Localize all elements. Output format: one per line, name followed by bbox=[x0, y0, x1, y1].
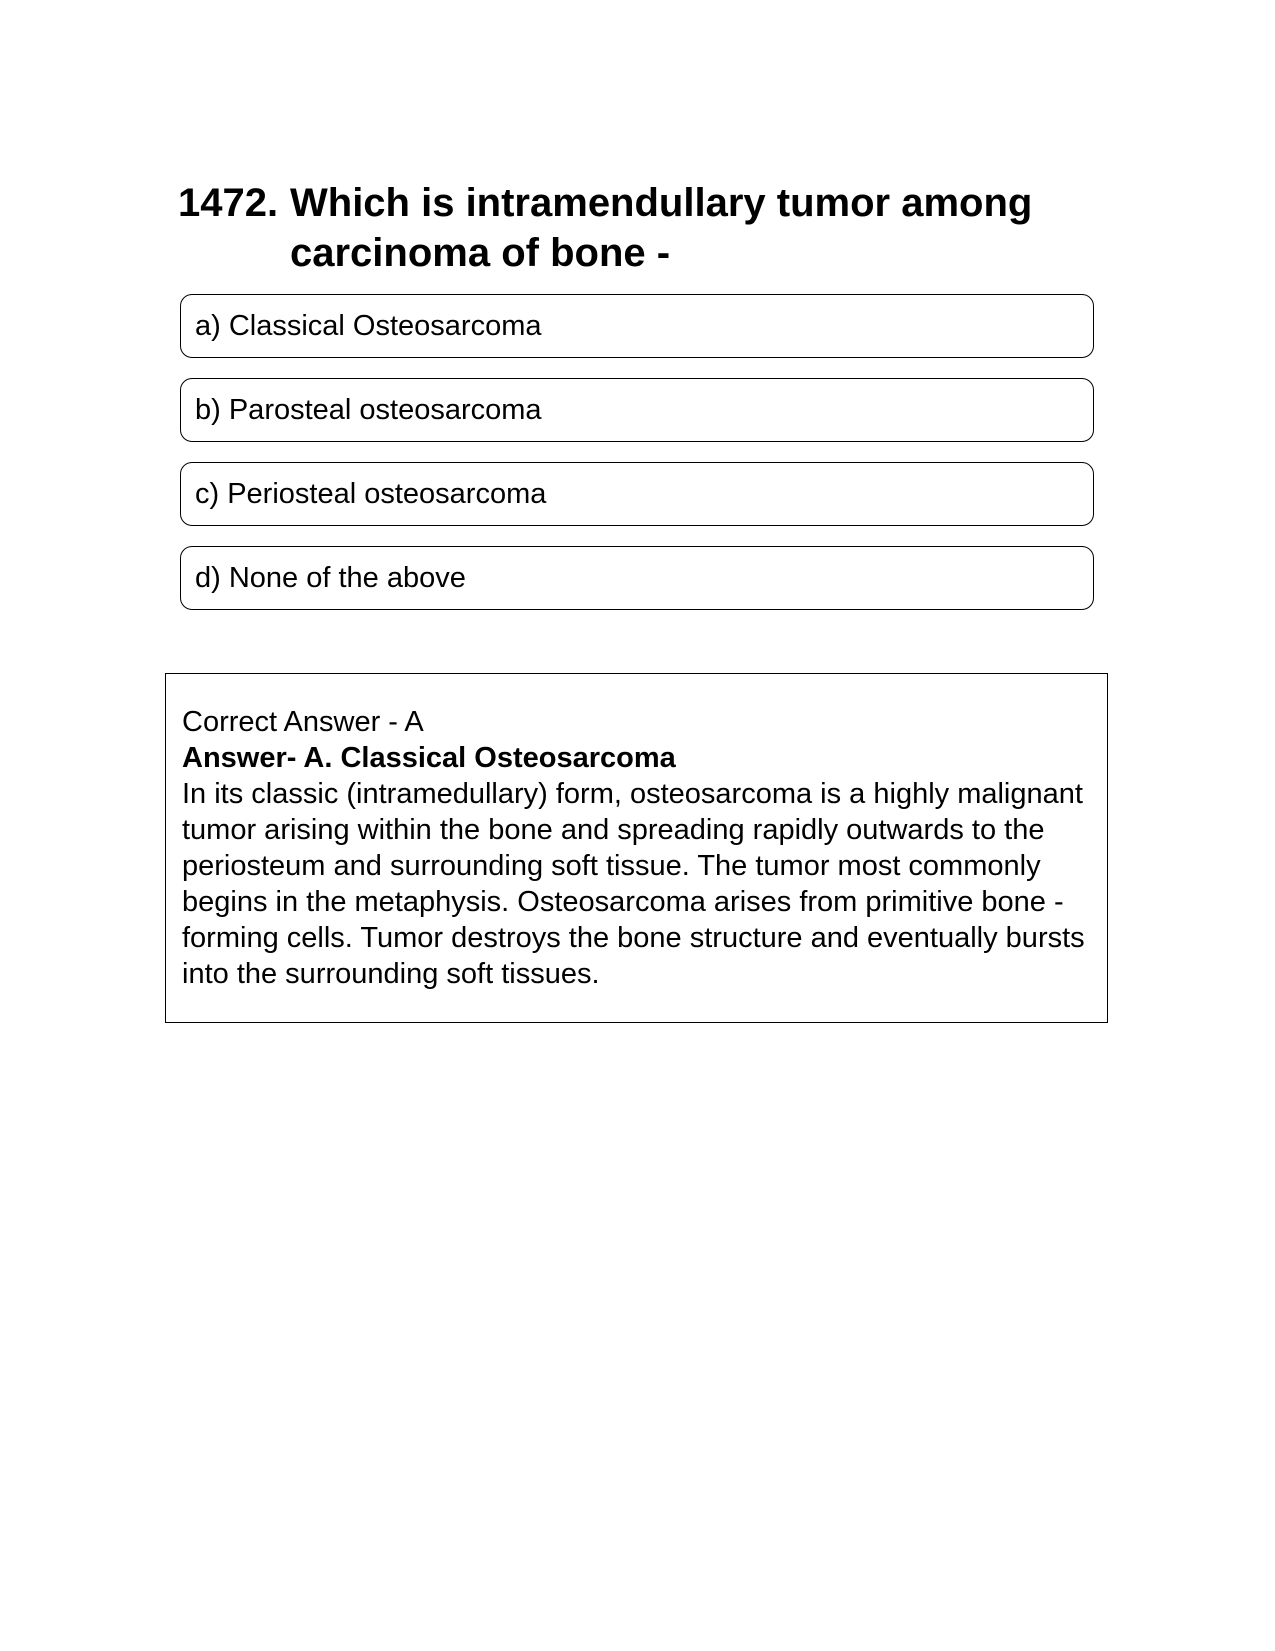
correct-answer: Correct Answer - A bbox=[182, 706, 424, 738]
answer-title: Answer- A. Classical Osteosarcoma bbox=[182, 742, 676, 774]
option-a[interactable]: a) Classical Osteosarcoma bbox=[180, 294, 1094, 358]
option-b[interactable]: b) Parosteal osteosarcoma bbox=[180, 378, 1094, 442]
question-heading bbox=[178, 178, 1108, 278]
answer-explanation: In its classic (intramedullary) form, osteosarcoma is a highly malignant tumor arising within the bone and spreading rapidly outwards to the periosteum and surrounding soft tissue. The tumor most commonly begins in the metaphysis. Osteosarcoma arises from primitive bone - forming cells. Tumor destroys the bone structure and eventually bursts into the surrounding soft tissues. bbox=[182, 778, 1085, 990]
question-text: Which is intramendullary tumor among carcinoma of bone - bbox=[290, 181, 1033, 275]
option-d[interactable]: d) None of the above bbox=[180, 546, 1094, 610]
option-c[interactable]: c) Periosteal osteosarcoma bbox=[180, 462, 1094, 526]
question-number: 1472. bbox=[178, 181, 279, 225]
answer-box bbox=[165, 673, 1108, 1023]
